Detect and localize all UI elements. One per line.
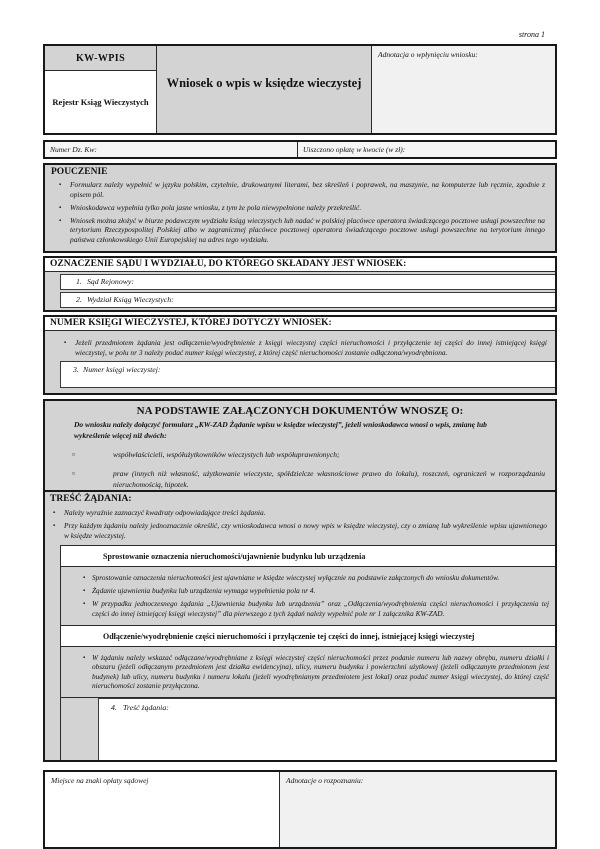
option-note bbox=[61, 586, 549, 596]
content-section-notes bbox=[45, 504, 555, 544]
instruction-text: Wniosek można złożyć w biurze podawczym wydziału ksiąg wieczystych lub nadać w polskiej placówce operatora świadczącego pocztowe usługi powszechne na terytorium Rzeczypospolitej Polskiej albo w zagranicznej placówce pocztowej operatora świadczącego pocztowe usługi powszechne na terytorium innego państwa członkowskiego Unii Europejskiej na adres tego wydziału. bbox=[70, 215, 545, 245]
form-header-left bbox=[45, 46, 157, 133]
form-page bbox=[43, 0, 557, 849]
bullet-square-icon: ▪ bbox=[83, 601, 86, 608]
case-number-row bbox=[43, 140, 557, 159]
fee-paid-field[interactable]: Uiszczono opłatę w kwocie (w zł): bbox=[298, 142, 555, 157]
note-text: W żądaniu należy wskazać odłączane/wyodrębniane z księgi wieczystej części nieruchomości przez podanie numeru lub nazwy obrębu, numeru działki i obszaru (jeżeli odłączanym przedmiotem jest działka ewidencyjna), ulicy, numeru budynku i powierzchni użytkowej (jeżeli odłączanym przedmiotem jest budynek) lub ulicy, numeru budynku i numeru lokalu (jeżeli wyodrębnianym przedmiotem jest lokal) oraz podać numer księgi wieczystej, do której część nieruchomości zostanie przyłączona. bbox=[92, 652, 549, 691]
bullet-square-icon: ▪ bbox=[59, 204, 62, 211]
option-b-notes bbox=[61, 647, 555, 699]
instruction-item bbox=[51, 203, 545, 213]
kw-number-note bbox=[60, 336, 555, 360]
bullet-square-icon: ▪ bbox=[59, 217, 62, 224]
instruction-item bbox=[51, 180, 545, 200]
bullet-square-icon: ▪ bbox=[53, 509, 56, 516]
option-note bbox=[61, 599, 549, 618]
option-a-title: Sprostowanie oznaczenia nieruchomości/ujawnienie budynku lub urządzenia bbox=[61, 546, 555, 567]
kw-number-title: NUMER KSIĘGI WIECZYSTEJ, KTÓREJ DOTYCZY WNIOSEK: bbox=[45, 317, 555, 330]
note-text: W przypadku jednoczesnego żądania „Ujawnienia budynku lub urządzenia” oraz „Odłączenia/wyodrębnienia części nieruchomości i przyłączenia tej części do innej istniejącej księgi wieczystej” dla pierwszego z tych żądań należy wypełnić pole nr 1 załącznika KW-ZAD. bbox=[92, 599, 549, 618]
form-header bbox=[43, 44, 557, 135]
request-section bbox=[43, 399, 557, 762]
field-4-row bbox=[61, 698, 555, 760]
bullet-square-icon: ▪ bbox=[83, 575, 86, 582]
request-section-title: NA PODSTAWIE ZAŁĄCZONYCH DOKUMENTÓW WNOSZĘ O: bbox=[136, 405, 464, 418]
content-note bbox=[45, 521, 547, 541]
field-3-numer-ksiegi[interactable] bbox=[60, 361, 555, 388]
kw-number-section bbox=[43, 315, 557, 396]
field-number: 2. bbox=[76, 295, 82, 305]
field-number: 4. bbox=[111, 703, 117, 713]
court-section-body bbox=[45, 271, 555, 310]
bullet-square-icon: ▪ bbox=[53, 522, 56, 529]
case-number-field[interactable]: Numer Dz. Kw: bbox=[45, 142, 298, 157]
field-4-gutter bbox=[61, 698, 98, 760]
request-bullet bbox=[71, 469, 545, 489]
bullet-hollow-icon: ▫ bbox=[72, 450, 75, 460]
arrival-annotation-area[interactable]: Adnotacja o wpłynięciu wniosku: bbox=[372, 46, 555, 133]
field-label: Wydział Ksiąg Wieczystych: bbox=[87, 295, 174, 305]
option-a-notes bbox=[61, 567, 555, 625]
request-bullet-text: współwłaścicieli, współużytkowników wieczystych lub współuprawnionych; bbox=[113, 450, 340, 460]
registry-name: Rejestr Ksiąg Wieczystych bbox=[52, 97, 149, 107]
field-label: Sąd Rejonowy: bbox=[87, 277, 134, 287]
instructions-section bbox=[43, 163, 557, 253]
field-number: 1. bbox=[76, 277, 82, 287]
field-label: Treść żądania: bbox=[123, 703, 169, 713]
court-section-title: OZNACZENIE SĄDU I WYDZIAŁU, DO KTÓREGO SKŁADANY JEST WNIOSEK: bbox=[45, 258, 555, 271]
note-text: Żądanie ujawnienia budynku lub urządzenia wymaga wypełnienia pola nr 4. bbox=[92, 586, 316, 596]
option-b-title: Odłączenie/wyodrębnienie części nieruchomości i przyłączenie tej części do innej, istniejącej księgi wieczystej bbox=[61, 626, 555, 647]
option-note bbox=[61, 573, 549, 583]
request-bullet bbox=[71, 450, 545, 460]
field-4-tresc-zadania[interactable] bbox=[98, 698, 555, 760]
bullet-square-icon: ▪ bbox=[59, 182, 62, 188]
content-section-title: TREŚĆ ŻĄDANIA: bbox=[45, 490, 555, 504]
instruction-item bbox=[51, 216, 545, 245]
note-text: Przy każdym żądaniu należy jednoznacznie określić, czy wnioskodawca wnosi o nowy wpis w księdze wieczystej, czy o zmianę lub wykreślenie wpisu ujawnionego w księdze wieczystej. bbox=[64, 520, 547, 540]
field-2-wydzial[interactable] bbox=[60, 292, 555, 308]
page-number: strona 1 bbox=[518, 30, 545, 39]
field-label: Numer księgi wieczystej: bbox=[83, 365, 161, 375]
form-code: KW-WPIS bbox=[45, 46, 156, 71]
bullet-square-icon: ▪ bbox=[83, 654, 86, 661]
instructions-title: POUCZENIE bbox=[51, 167, 108, 177]
note-text: Należy wyraźnie zaznaczyć kwadraty odpowiadające treści żądania. bbox=[64, 507, 266, 517]
footer-table bbox=[43, 770, 557, 849]
examination-annotation-area[interactable]: Adnotacje o rozpoznaniu: bbox=[280, 772, 555, 847]
request-bullet-text: praw (innych niż własność, użytkowanie wieczyste, spółdzielcze własnościowe prawo do lokalu), roszczeń, ograniczeń w rozporządzaniu nieruchomością, hipotek. bbox=[113, 469, 545, 489]
bullet-hollow-icon: ▫ bbox=[72, 469, 75, 479]
option-note bbox=[61, 653, 549, 692]
bullet-square-icon: ▪ bbox=[64, 339, 67, 346]
field-number: 3. bbox=[73, 365, 79, 375]
court-section bbox=[43, 256, 557, 312]
instruction-text: Formularz należy wypełnić w języku polskim, czytelnie, drukowanymi literami, bez skreśleń i poprawek, na maszynie, na komputerze lub ręcznie, zgodnie z opisem pól. bbox=[70, 180, 545, 199]
note-text: Jeżeli przedmiotem żądania jest odłączenie/wyodrębnienie z księgi wieczystej części nieruchomości i przyłączenie tej części do innej istniejącej księgi wieczystej, w polu nr 3 należy podać numer księgi wieczystej, z której część nieruchomości zostanie odłączona/wyodrębniona. bbox=[75, 337, 547, 357]
court-fee-stamps-area[interactable]: Miejsce na znaki opłaty sądowej bbox=[45, 772, 280, 847]
request-options-table bbox=[60, 545, 555, 760]
request-intro: Do wniosku należy dołączyć formularz „KW-ZAD Żądanie wpisu w księdze wieczystej”, jeżeli wnioskodawca wnosi o wpis, zmianę lub wykreślenie więcej niż dwóch: bbox=[74, 420, 487, 440]
content-note bbox=[45, 508, 547, 518]
instruction-text: Wnioskodawca wypełnia tylko pola jasne wniosku, z tym że pola niewypełnione należy przekreślić. bbox=[70, 202, 362, 212]
bullet-square-icon: ▪ bbox=[83, 588, 86, 595]
field-1-sad-rejonowy[interactable] bbox=[60, 274, 555, 290]
form-title: Wniosek o wpis w księdze wieczystej bbox=[157, 46, 372, 133]
note-text: Sprostowanie oznaczenia nieruchomości jest ujawniane w księdze wieczystej wyłącznie na podstawie załączonych do wniosku dokumentów. bbox=[92, 573, 500, 583]
